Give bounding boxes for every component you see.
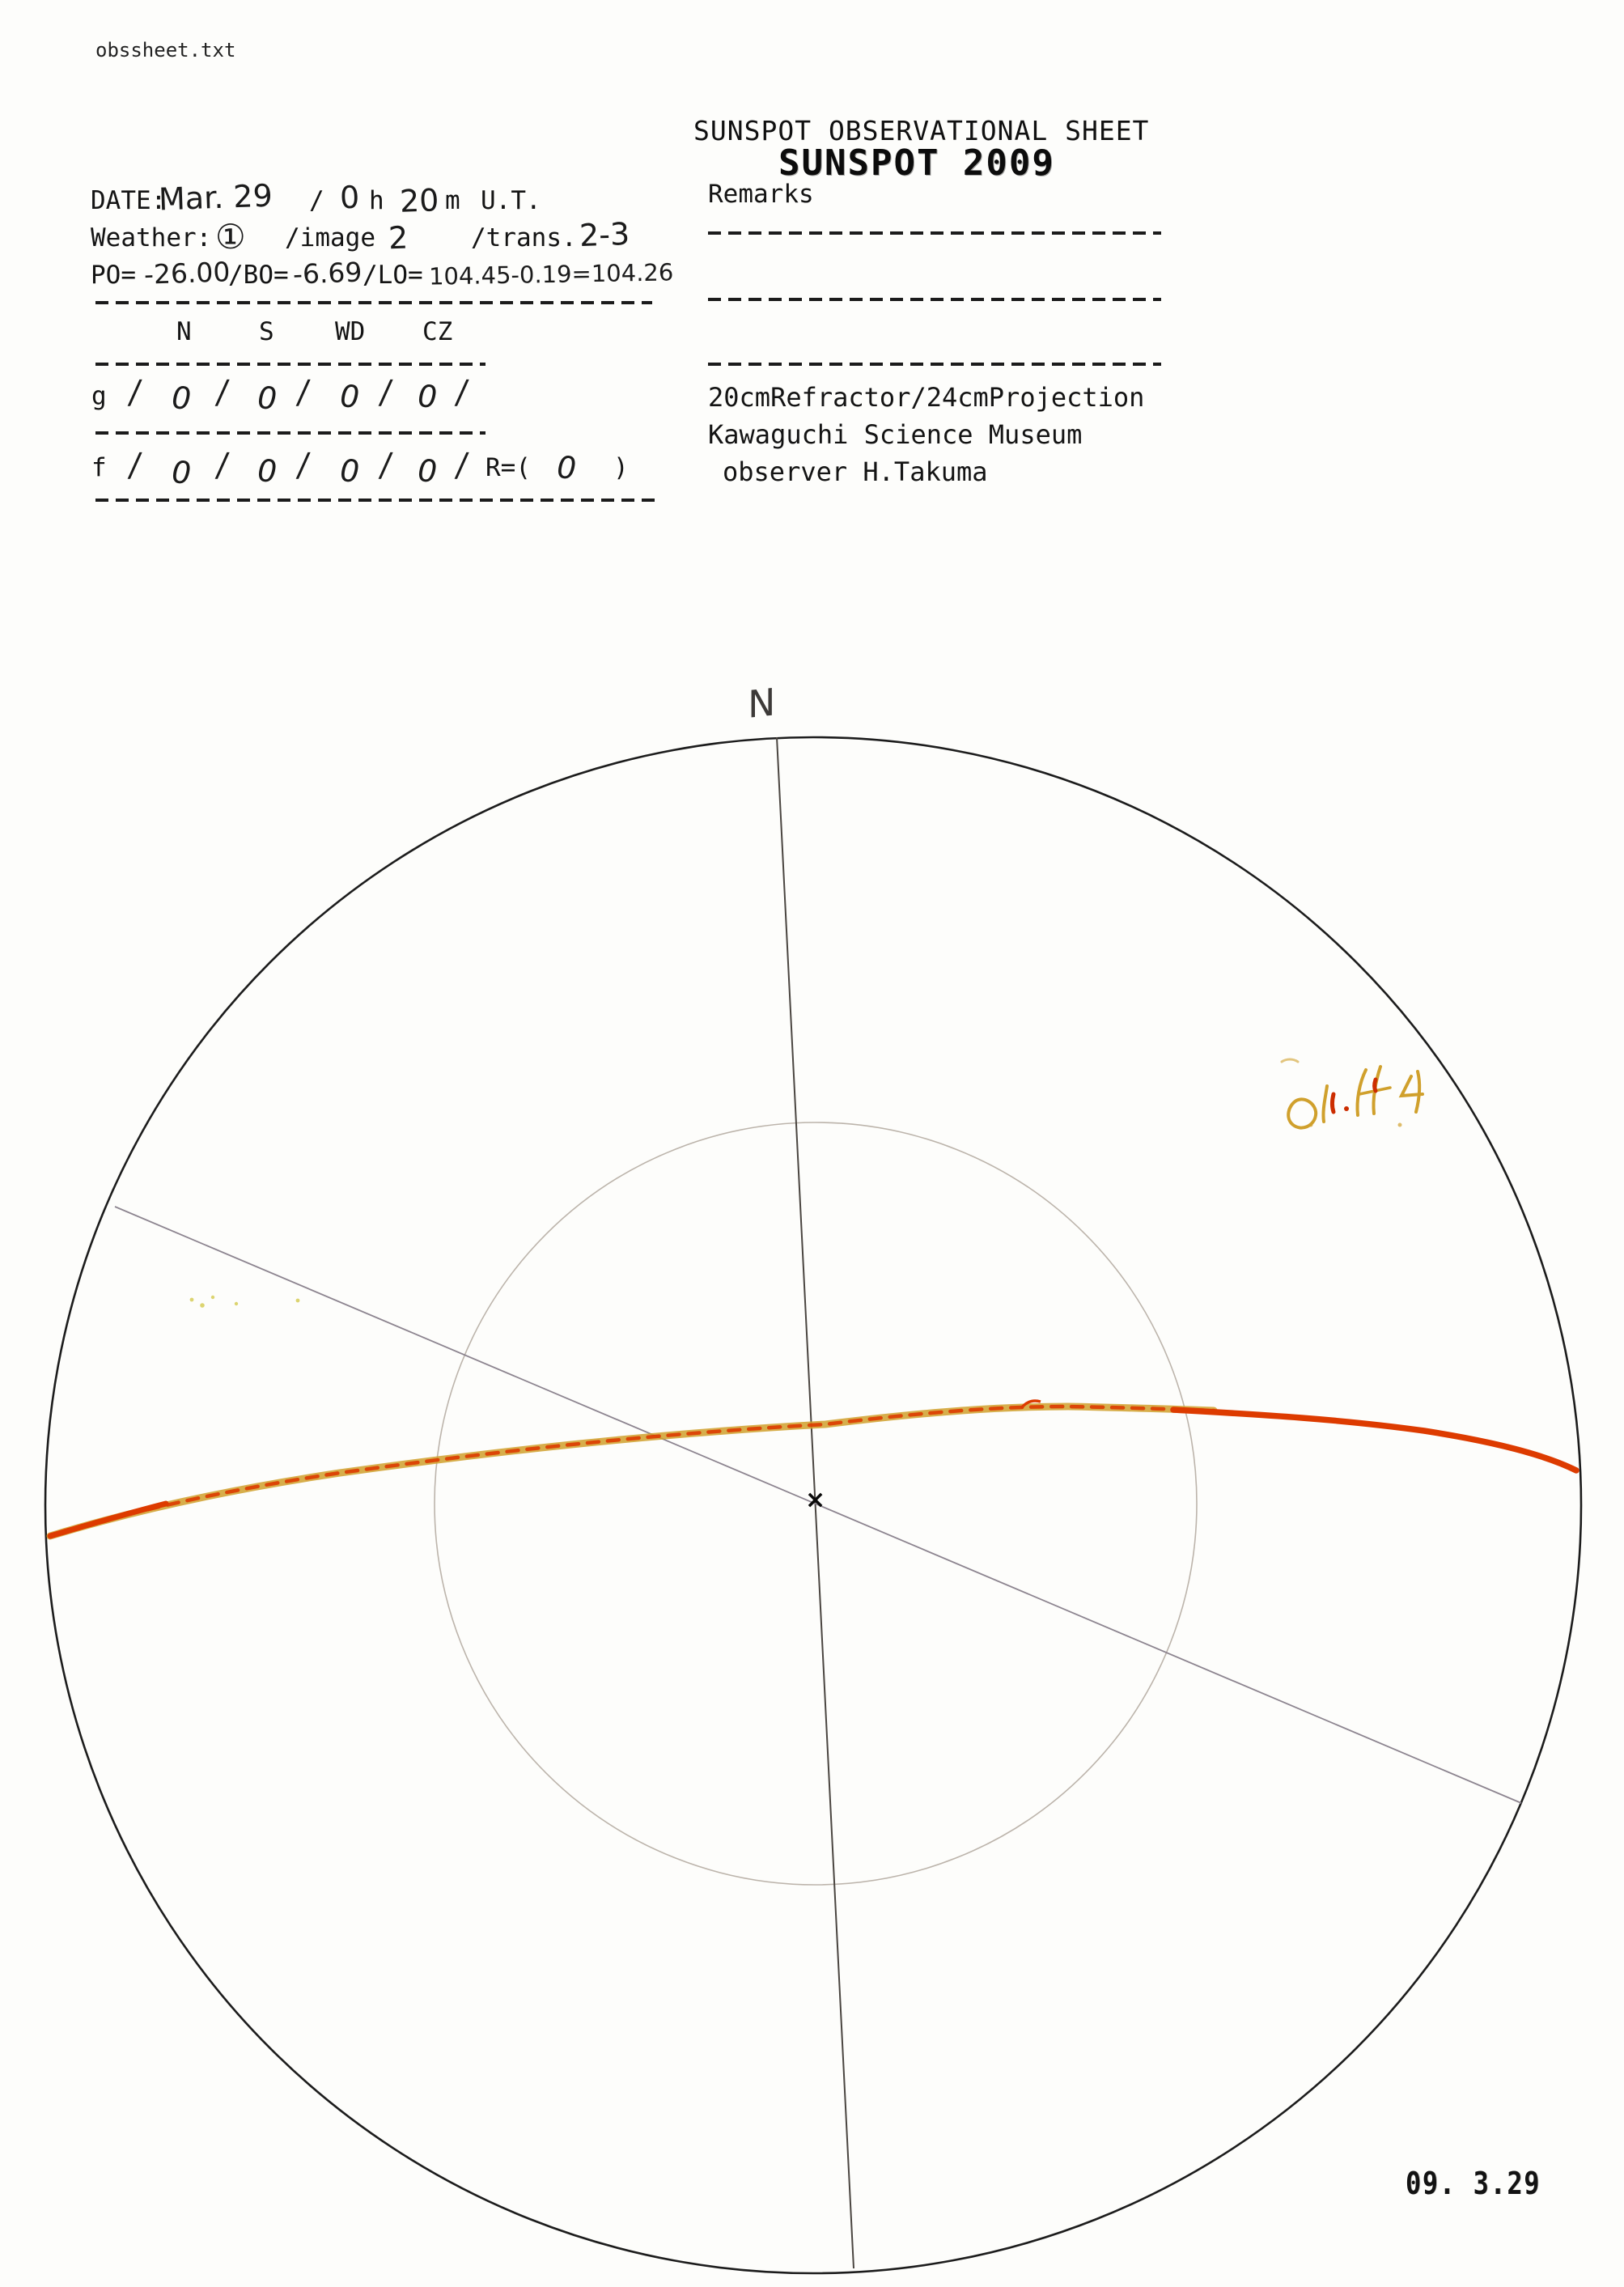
g-row-label: g	[91, 382, 107, 411]
date-label: DATE:	[91, 186, 167, 215]
f-value-wd: 0	[336, 452, 364, 490]
lo-value: 104.45-0.19=104.26	[428, 258, 674, 291]
g-value-s: 0	[253, 379, 282, 418]
r-value: 0	[553, 448, 581, 487]
g-value-cz: 0	[413, 377, 442, 416]
filename-label: obssheet.txt	[95, 39, 236, 62]
g-sep: /	[295, 374, 312, 411]
hour-value: 0	[339, 179, 360, 216]
hour-unit: h	[369, 186, 384, 215]
trace-red-right-segment	[1173, 1410, 1576, 1470]
minute-unit: m	[445, 186, 460, 215]
remarks-label: Remarks	[708, 180, 814, 209]
f-sep: /	[126, 447, 143, 484]
bo-value: -6.69	[292, 256, 363, 291]
column-header-cz: CZ	[422, 317, 453, 346]
pencil-speckles	[190, 1296, 300, 1308]
lo-label: /LO=	[363, 261, 423, 290]
timezone-label: U.T.	[481, 186, 541, 215]
image-value: 2	[388, 219, 409, 257]
trans-value: 2-3	[579, 215, 630, 254]
f-value-n: 0	[167, 453, 196, 492]
g-sep: /	[214, 374, 231, 411]
bo-label: /BO=	[228, 261, 289, 290]
f-sep: /	[295, 447, 312, 484]
column-header-wd: WD	[335, 317, 366, 346]
f-sep: /	[214, 447, 231, 484]
observer-label: observer H.Takuma	[723, 456, 988, 487]
disk-center-mark: ×	[805, 1486, 826, 1514]
sheet-title: SUNSPOT OBSERVATIONAL SHEET	[693, 115, 1150, 146]
g-value-n: 0	[167, 379, 196, 418]
po-label: PO=	[91, 261, 136, 290]
r-close: )	[613, 453, 629, 482]
g-sep: /	[453, 374, 470, 411]
po-value: -26.00	[143, 256, 231, 291]
image-label: /image	[285, 223, 375, 252]
f-sep: /	[453, 447, 470, 484]
date-separator: /	[309, 186, 324, 215]
column-header-n: N	[176, 317, 192, 346]
f-value-s: 0	[253, 452, 282, 490]
north-label: N	[748, 680, 776, 727]
column-header-s: S	[259, 317, 274, 346]
f-sep: /	[377, 447, 394, 484]
minute-value: 20	[399, 182, 440, 219]
g-value-wd: 0	[336, 377, 364, 416]
g-sep: /	[377, 374, 394, 411]
weather-value: ①	[215, 217, 246, 257]
f-row-label: f	[91, 453, 107, 482]
trace-red-left-tip	[50, 1504, 166, 1536]
weather-label: Weather:	[91, 223, 212, 252]
active-region-sketch	[1282, 1059, 1423, 1128]
institution-label: Kawaguchi Science Museum	[708, 419, 1083, 450]
instrument-label: 20cmRefractor/24cmProjection	[708, 382, 1145, 413]
date-value: Mar. 29	[158, 177, 273, 218]
r-label: R=(	[486, 453, 531, 482]
observation-date-stamp: 09. 3.29	[1406, 2166, 1541, 2201]
g-sep: /	[126, 374, 143, 411]
f-value-cz: 0	[413, 452, 442, 490]
year-stamp: SUNSPOT 2009	[778, 142, 1055, 184]
trans-label: /trans.	[471, 223, 577, 252]
